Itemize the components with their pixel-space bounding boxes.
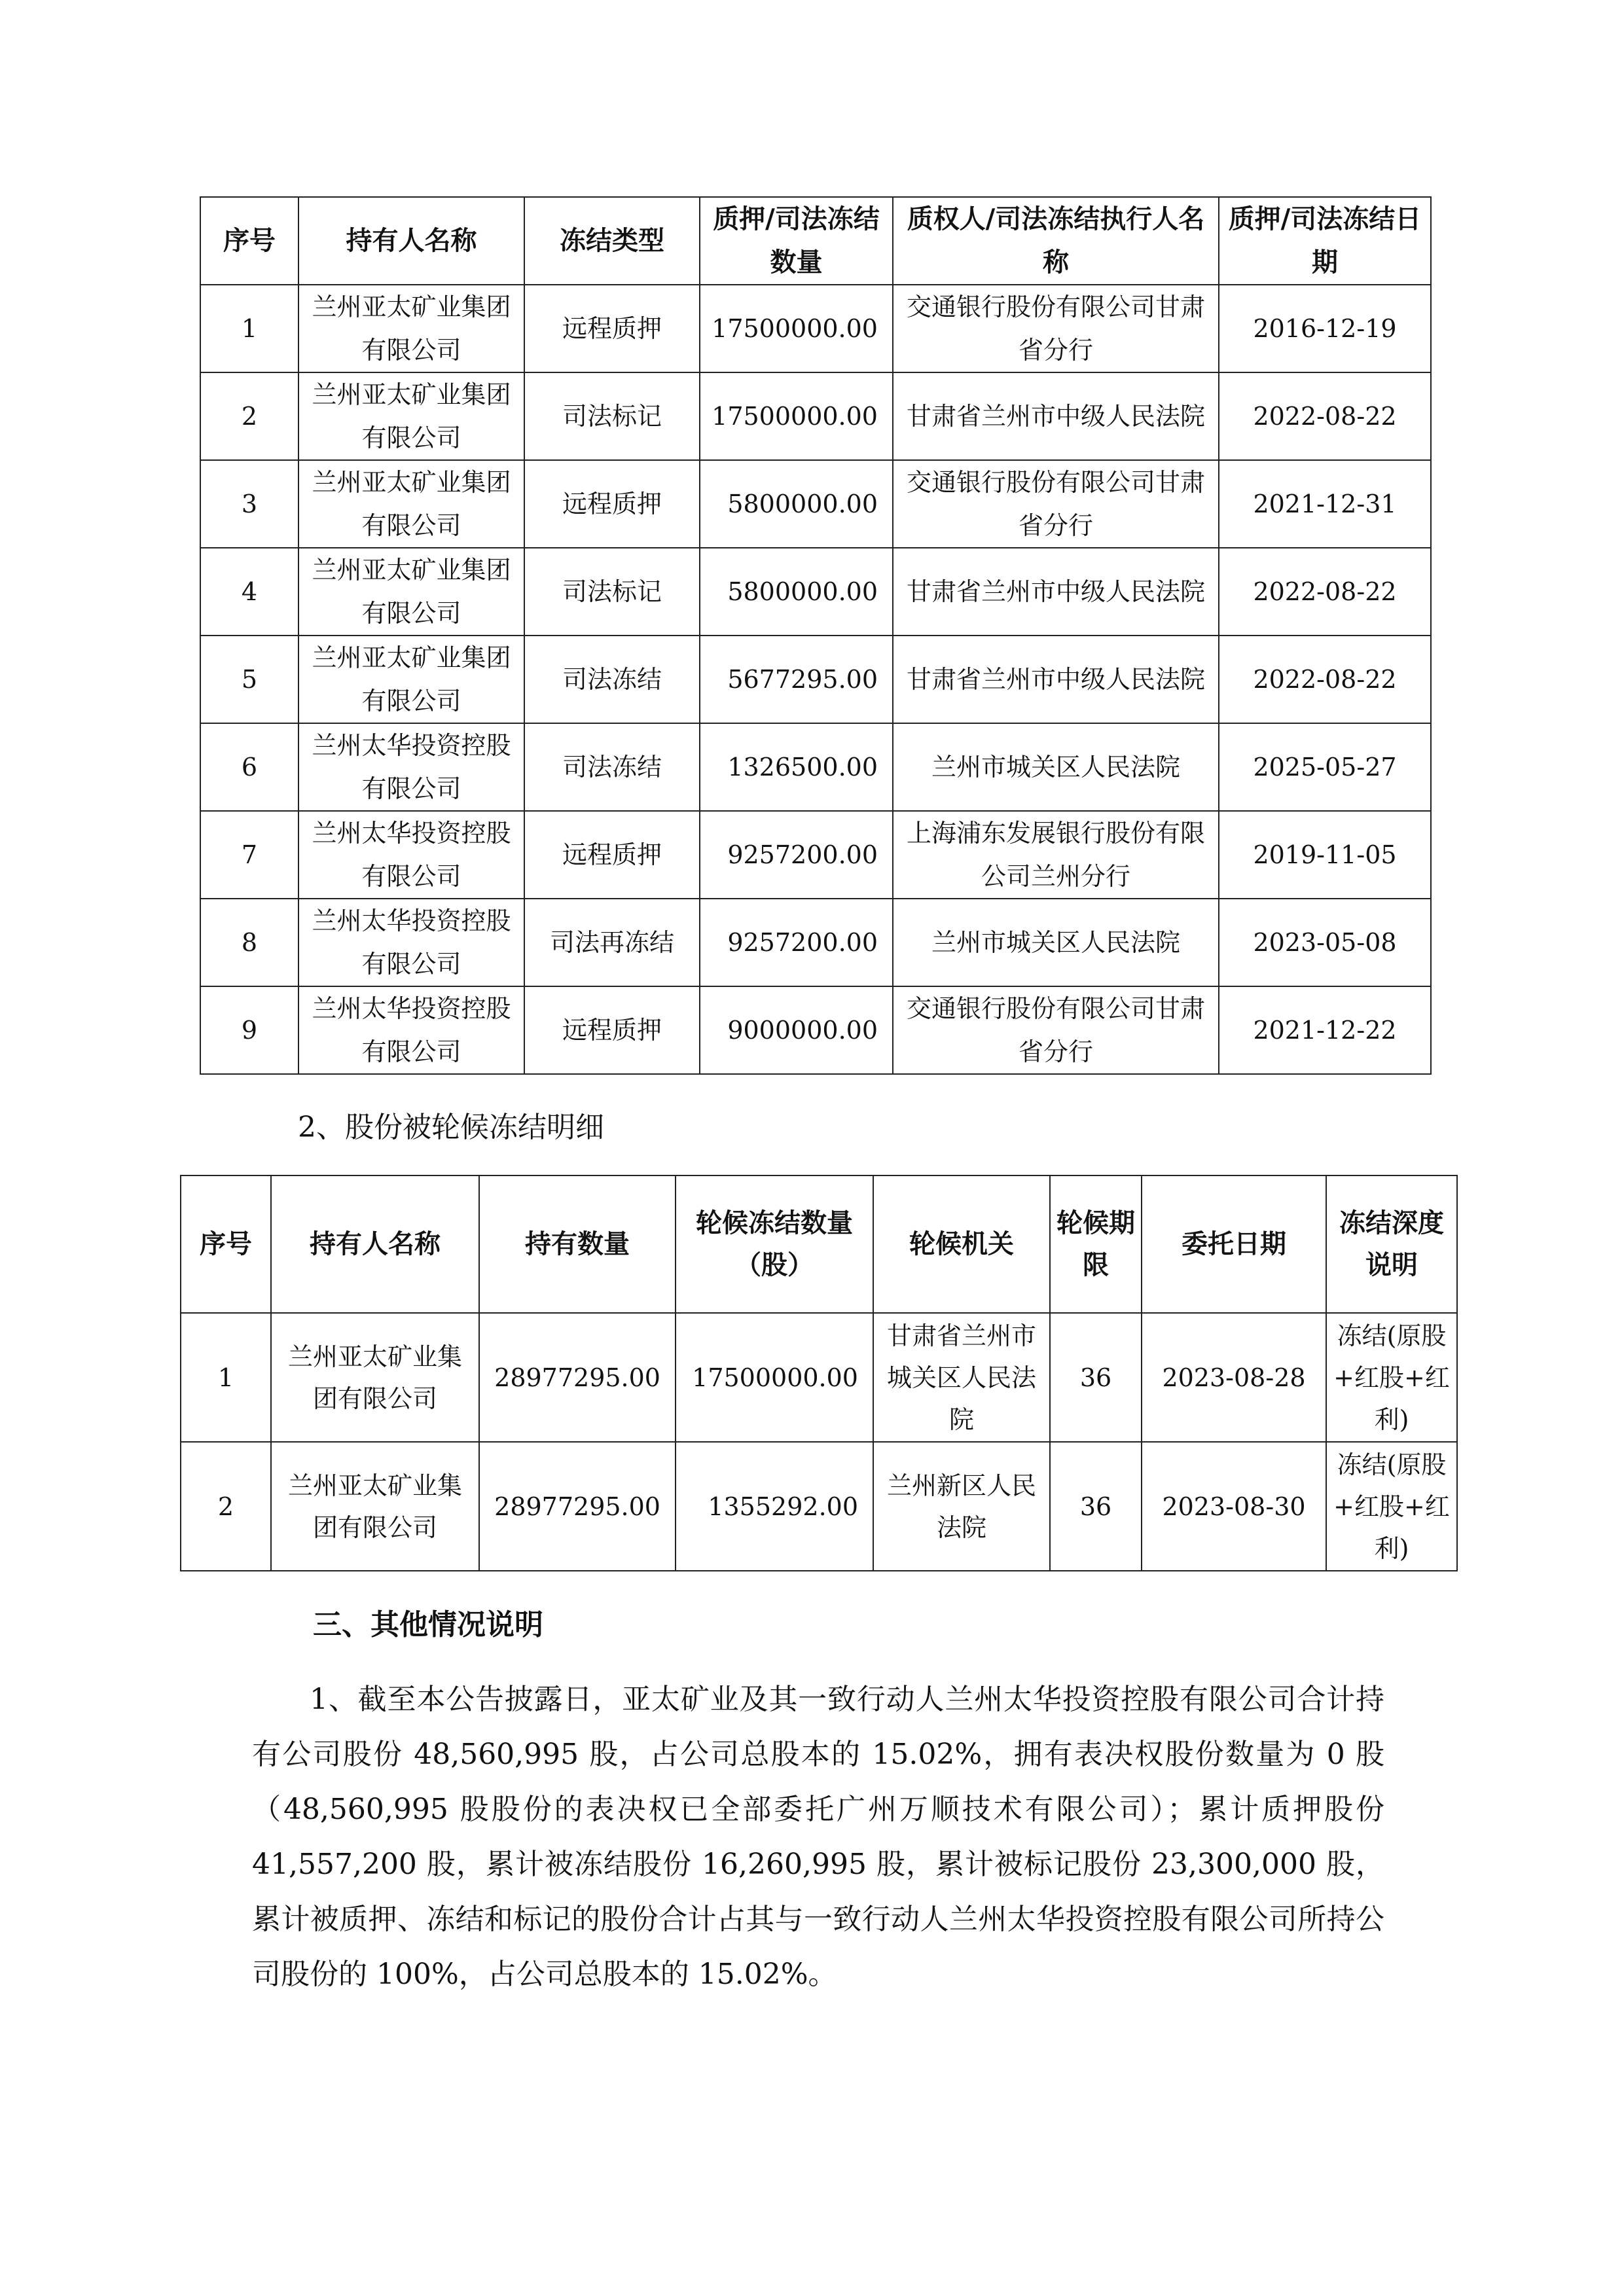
table-header-row <box>200 197 1431 285</box>
cell-pledgee: 交通银行股份有限公司甘肃省分行 <box>893 986 1219 1074</box>
cell-pledgee: 兰州市城关区人民法院 <box>893 723 1219 811</box>
cell-holder: 兰州太华投资控股有限公司 <box>298 811 524 899</box>
cell-quantity: 5800000.00 <box>700 460 893 548</box>
cell-term: 36 <box>1050 1313 1142 1442</box>
cell-holder: 兰州太华投资控股有限公司 <box>298 986 524 1074</box>
header-cell: 轮候机关 <box>873 1175 1050 1313</box>
cell-authority: 甘肃省兰州市城关区人民法院 <box>873 1313 1050 1442</box>
section-three-paragraph: 1、截至本公告披露日，亚太矿业及其一致行动人兰州太华投资控股有限公司合计持有公司股份 48,560,995 股，占公司总股本的 15.02%，拥有表决权股份数量为 0 股（48,560,995 股股份的表决权已全部委托广州万顺技术有限公司）；累计质押股份 41,557,200 股，累计被冻结股份 16,260,995 股，累计被标记股份 23,300,000 股，累计被质押、冻结和标记的股份合计占其与一致行动人兰州太华投资控股有限公司所持公司股份的 100%，占公司总股本的 15.02%。 <box>252 1683 1384 1991</box>
table-row <box>200 636 1431 723</box>
cell-pledgee: 兰州市城关区人民法院 <box>893 899 1219 986</box>
cell-pledgee: 交通银行股份有限公司甘肃省分行 <box>893 285 1219 372</box>
table-row <box>200 285 1431 372</box>
table-row <box>200 372 1431 460</box>
table-row <box>200 986 1431 1074</box>
cell-index: 7 <box>200 811 298 899</box>
subheading-waiting-freeze: 2、股份被轮候冻结明细 <box>298 1111 604 1144</box>
cell-date: 2016-12-19 <box>1219 285 1431 372</box>
cell-index: 2 <box>200 372 298 460</box>
cell-holder: 兰州亚太矿业集团有限公司 <box>298 548 524 636</box>
header-cell: 质押/司法冻结数量 <box>700 197 893 285</box>
header-cell: 轮候期限 <box>1050 1175 1142 1313</box>
cell-holder: 兰州亚太矿业集团有限公司 <box>271 1442 479 1571</box>
cell-quantity: 17500000.00 <box>700 285 893 372</box>
header-cell: 委托日期 <box>1142 1175 1326 1313</box>
header-cell: 持有数量 <box>479 1175 676 1313</box>
cell-date: 2025-05-27 <box>1219 723 1431 811</box>
cell-holder: 兰州亚太矿业集团有限公司 <box>298 636 524 723</box>
cell-term: 36 <box>1050 1442 1142 1571</box>
cell-type: 司法冻结 <box>524 636 700 723</box>
cell-pledgee: 甘肃省兰州市中级人民法院 <box>893 636 1219 723</box>
cell-pledgee: 甘肃省兰州市中级人民法院 <box>893 548 1219 636</box>
cell-depth: 冻结(原股+红股+红利) <box>1326 1313 1457 1442</box>
cell-quantity: 17500000.00 <box>700 372 893 460</box>
cell-type: 司法冻结 <box>524 723 700 811</box>
cell-date: 2023-08-30 <box>1142 1442 1326 1571</box>
header-cell: 质押/司法冻结日期 <box>1219 197 1431 285</box>
table-row <box>200 548 1431 636</box>
table-row <box>200 899 1431 986</box>
waiting-freeze-table <box>180 1175 1458 1571</box>
cell-holding: 28977295.00 <box>479 1442 676 1571</box>
cell-type: 远程质押 <box>524 986 700 1074</box>
table-row <box>200 811 1431 899</box>
table-row <box>181 1442 1457 1571</box>
cell-quantity: 1326500.00 <box>700 723 893 811</box>
table-row <box>200 460 1431 548</box>
cell-type: 远程质押 <box>524 460 700 548</box>
cell-depth: 冻结(原股+红股+红利) <box>1326 1442 1457 1571</box>
cell-index: 2 <box>181 1442 271 1571</box>
header-cell: 持有人名称 <box>298 197 524 285</box>
cell-pledgee: 交通银行股份有限公司甘肃省分行 <box>893 460 1219 548</box>
cell-date: 2021-12-31 <box>1219 460 1431 548</box>
cell-freeze-quantity: 17500000.00 <box>676 1313 873 1442</box>
cell-freeze-quantity: 1355292.00 <box>676 1442 873 1571</box>
cell-holder: 兰州亚太矿业集团有限公司 <box>298 372 524 460</box>
cell-index: 9 <box>200 986 298 1074</box>
cell-index: 1 <box>200 285 298 372</box>
cell-type: 司法标记 <box>524 548 700 636</box>
cell-date: 2022-08-22 <box>1219 636 1431 723</box>
header-cell: 冻结类型 <box>524 197 700 285</box>
header-cell: 持有人名称 <box>271 1175 479 1313</box>
cell-holder: 兰州太华投资控股有限公司 <box>298 899 524 986</box>
table-row <box>181 1313 1457 1442</box>
cell-holder: 兰州亚太矿业集团有限公司 <box>298 285 524 372</box>
pledge-freeze-table <box>200 196 1432 1075</box>
cell-date: 2022-08-22 <box>1219 372 1431 460</box>
cell-index: 1 <box>181 1313 271 1442</box>
cell-pledgee: 上海浦东发展银行股份有限公司兰州分行 <box>893 811 1219 899</box>
cell-date: 2022-08-22 <box>1219 548 1431 636</box>
table-header-row <box>181 1175 1457 1313</box>
cell-holder: 兰州太华投资控股有限公司 <box>298 723 524 811</box>
cell-index: 6 <box>200 723 298 811</box>
cell-quantity: 9000000.00 <box>700 986 893 1074</box>
cell-authority: 兰州新区人民法院 <box>873 1442 1050 1571</box>
cell-holding: 28977295.00 <box>479 1313 676 1442</box>
section-three-heading: 三、其他情况说明 <box>313 1608 543 1641</box>
cell-index: 5 <box>200 636 298 723</box>
header-cell: 质权人/司法冻结执行人名称 <box>893 197 1219 285</box>
cell-index: 3 <box>200 460 298 548</box>
cell-date: 2023-08-28 <box>1142 1313 1326 1442</box>
cell-quantity: 5800000.00 <box>700 548 893 636</box>
cell-index: 4 <box>200 548 298 636</box>
cell-date: 2023-05-08 <box>1219 899 1431 986</box>
cell-type: 司法标记 <box>524 372 700 460</box>
cell-date: 2019-11-05 <box>1219 811 1431 899</box>
header-cell: 轮候冻结数量（股） <box>676 1175 873 1313</box>
cell-holder: 兰州亚太矿业集团有限公司 <box>298 460 524 548</box>
cell-pledgee: 甘肃省兰州市中级人民法院 <box>893 372 1219 460</box>
header-cell: 冻结深度说明 <box>1326 1175 1457 1313</box>
table-row <box>200 723 1431 811</box>
cell-holder: 兰州亚太矿业集团有限公司 <box>271 1313 479 1442</box>
header-cell: 序号 <box>181 1175 271 1313</box>
header-cell: 序号 <box>200 197 298 285</box>
cell-quantity: 5677295.00 <box>700 636 893 723</box>
cell-type: 远程质押 <box>524 285 700 372</box>
cell-index: 8 <box>200 899 298 986</box>
cell-type: 远程质押 <box>524 811 700 899</box>
cell-date: 2021-12-22 <box>1219 986 1431 1074</box>
cell-quantity: 9257200.00 <box>700 811 893 899</box>
cell-quantity: 9257200.00 <box>700 899 893 986</box>
cell-type: 司法再冻结 <box>524 899 700 986</box>
